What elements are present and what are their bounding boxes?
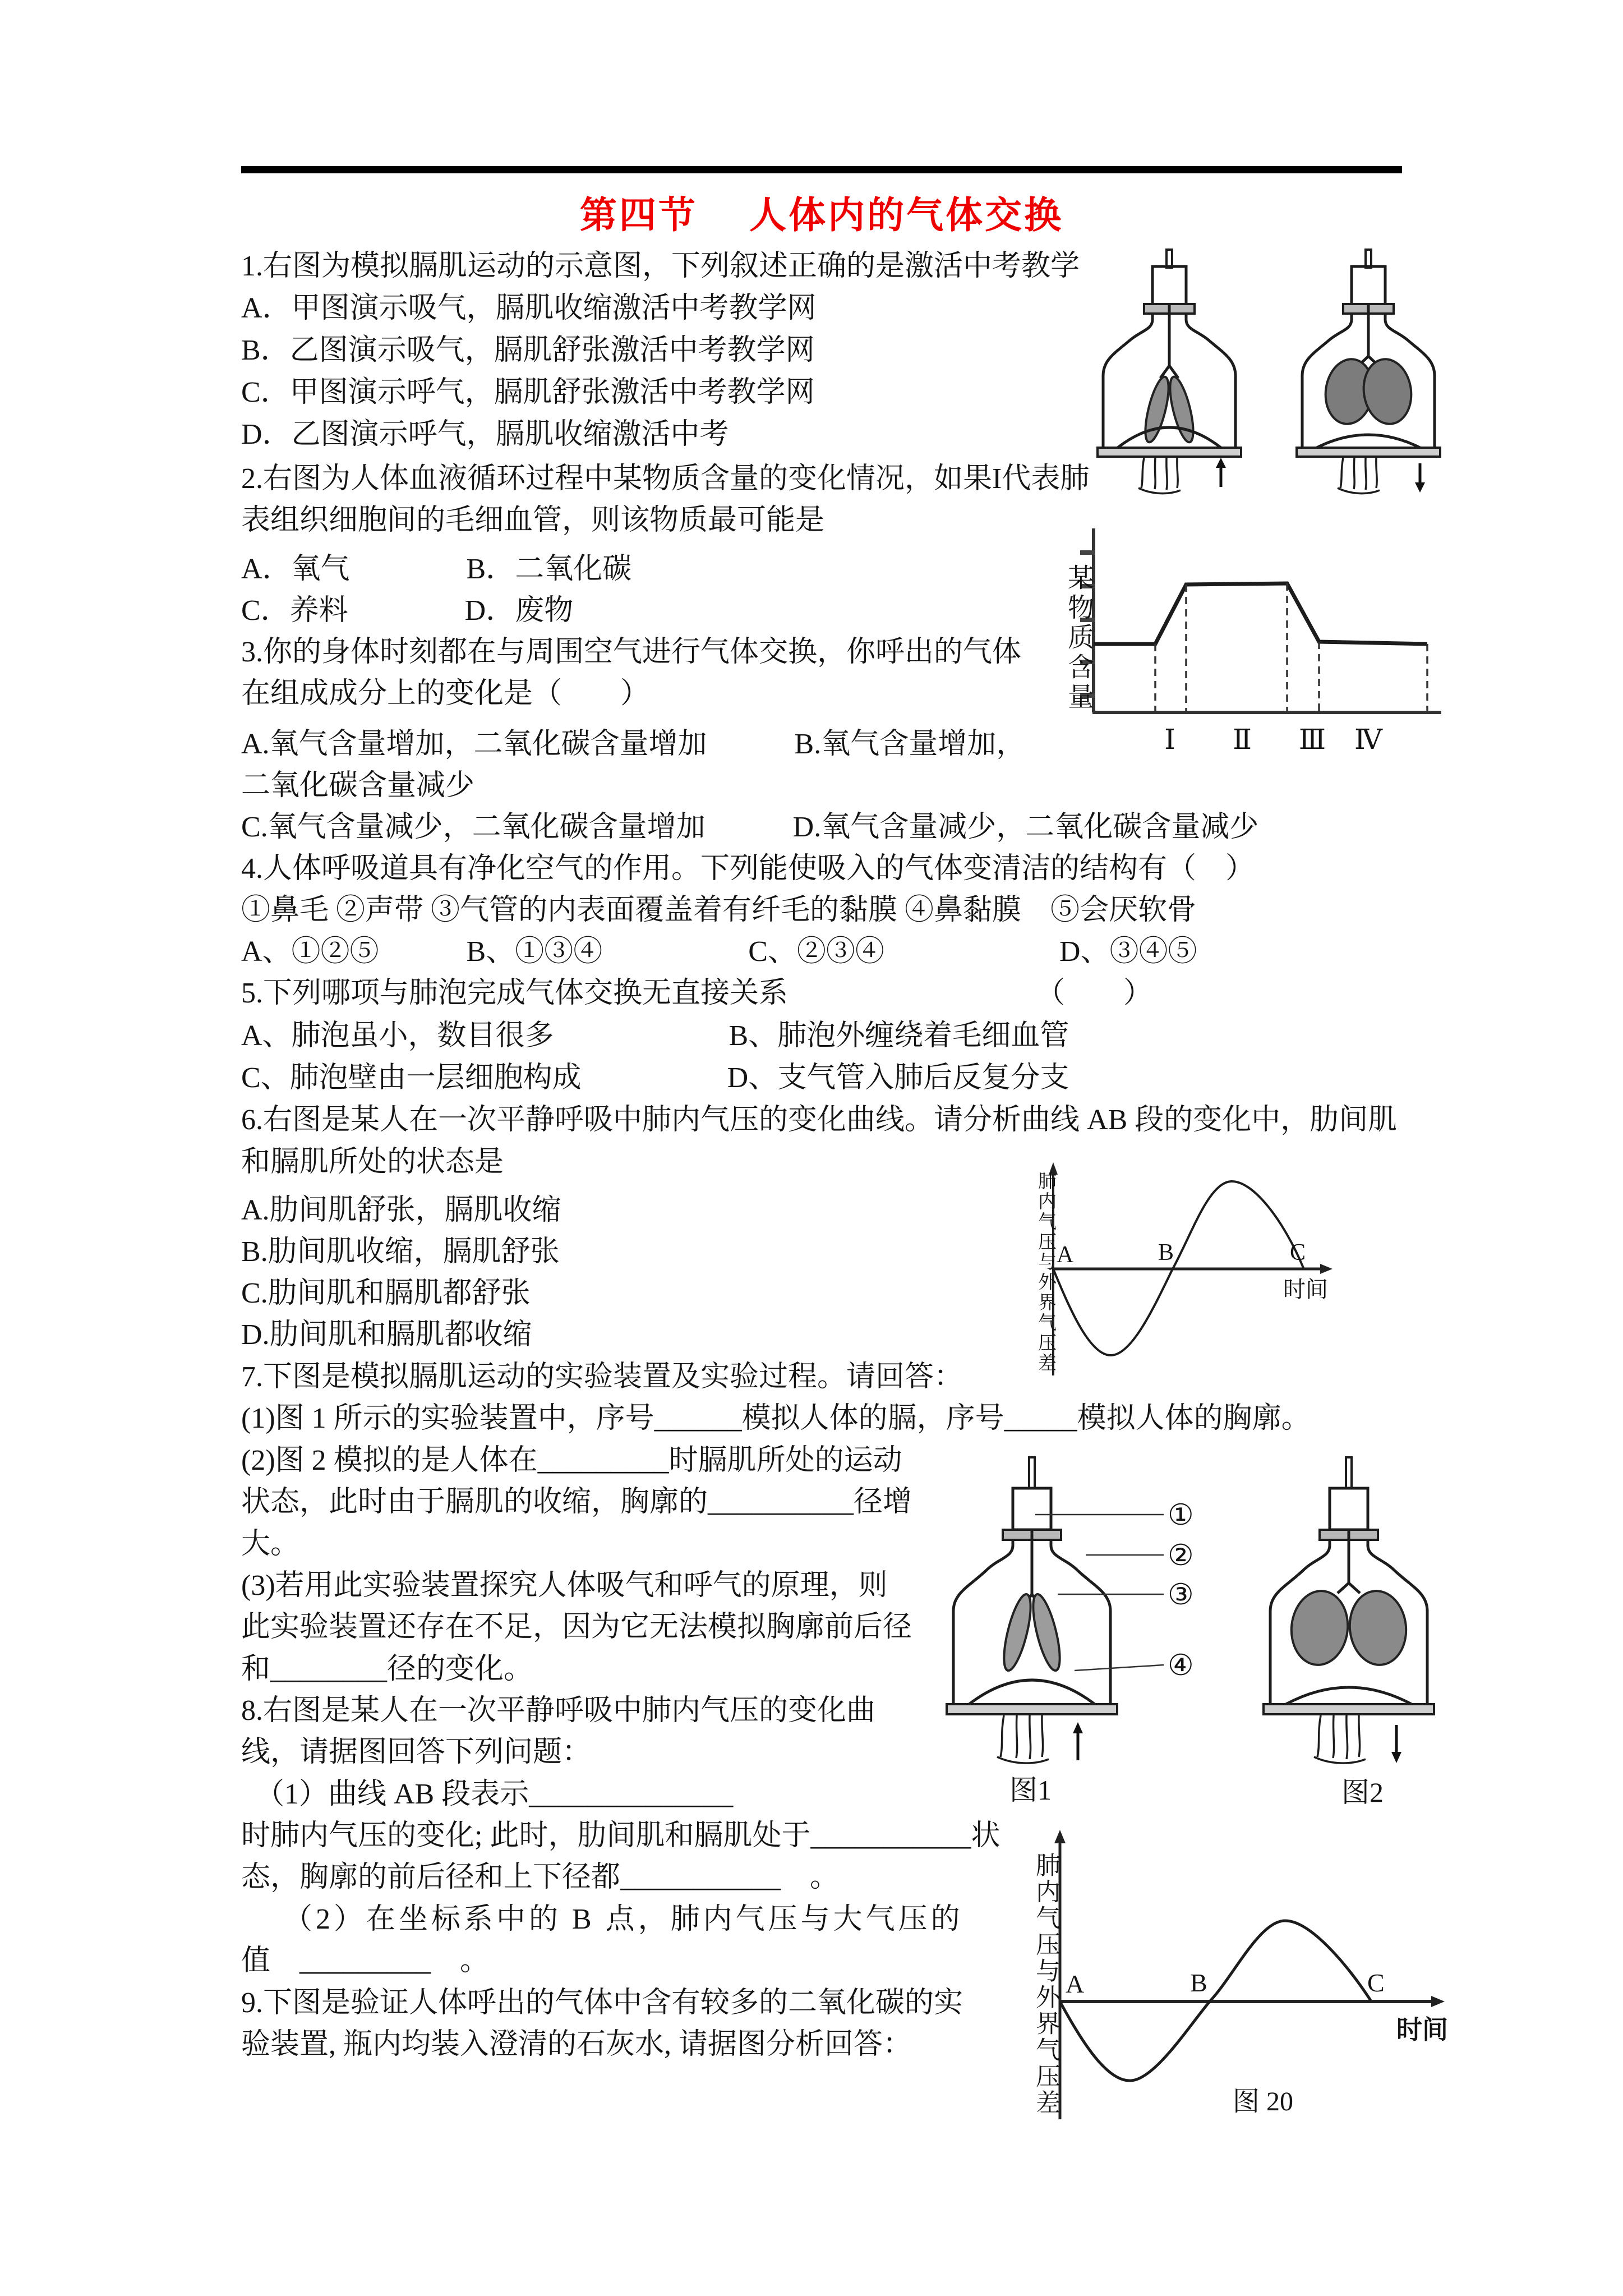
q6-option-a: A.肋间肌舒张，膈肌收缩 xyxy=(241,1194,561,1226)
q6-option-d: D.肋间肌和膈肌都收缩 xyxy=(241,1319,532,1351)
section-label-4: Ⅳ xyxy=(1354,724,1382,755)
callout-4-icon: ④ xyxy=(1168,1650,1194,1682)
point-a-label: A xyxy=(1066,1970,1085,1998)
x-axis-label: 时间 xyxy=(1396,2016,1448,2044)
balloon-lung-inflated xyxy=(1359,356,1415,427)
fig1-bell-jar xyxy=(947,1457,1117,1763)
balloon-lung-inflated xyxy=(1346,1588,1409,1668)
q8-sub1-line2: 时肺内气压的变化; 此时，肋间肌和膈肌处于___________状 xyxy=(241,1820,1000,1852)
q3-option-b-cont: 二氧化碳含量减少 xyxy=(241,770,475,802)
q5-stem: 5.下列哪项与肺泡完成气体交换无直接关系 （ ） xyxy=(241,977,1153,1009)
q6-option-c: C.肋间肌和膈肌都舒张 xyxy=(241,1277,531,1309)
q7-blank2-line2: 状态，此时由于膈肌的收缩，胸廓的__________径增 xyxy=(241,1486,912,1518)
callout-2-icon: ② xyxy=(1168,1540,1194,1572)
q2-stem-line1: 2.右图为人体血液循环过程中某物质含量的变化情况，如果I代表肺 xyxy=(241,463,1090,495)
y-axis-arrow-icon xyxy=(1054,1830,1066,1843)
q7-blank3-line3: 和________径的变化。 xyxy=(241,1653,533,1685)
q6-graph-ylabel: 肺内气压与外界气压差 xyxy=(1035,1171,1055,1373)
stopper xyxy=(1152,266,1186,305)
fig2-caption: 图2 xyxy=(1341,1777,1384,1808)
q7-blank3-line1: (3)若用此实验装置探究人体吸气和呼气的原理，则 xyxy=(241,1570,888,1602)
q4-items: ①鼻毛 ②声带 ③气管的内表面覆盖着有纤毛的黏膜 ④鼻黏膜 ⑤会厌软骨 xyxy=(241,894,1197,926)
q6-option-b: B.肋间肌收缩，膈肌舒张 xyxy=(241,1236,560,1268)
hand xyxy=(997,1715,1049,1763)
point-c-label: C xyxy=(1367,1968,1385,1997)
stopper xyxy=(1352,266,1385,305)
q6-stem-line1: 6.右图是某人在一次平静呼吸中肺内气压的变化曲线。请分析曲线 AB 段的变化中，肋间肌 xyxy=(241,1104,1398,1136)
x-axis-arrow-icon xyxy=(1431,1996,1445,2007)
rubber-membrane xyxy=(969,1680,1095,1704)
base-plate xyxy=(1098,448,1241,457)
fig2-bell-jar xyxy=(1264,1457,1434,1763)
bell-jar-jia xyxy=(1098,250,1241,494)
q7-blank2-line3: 大。 xyxy=(241,1528,300,1560)
base-plate xyxy=(1297,448,1440,457)
q8-graph-ylabel: 肺内气压与外界气压差 xyxy=(1032,1852,1059,2116)
rubber-membrane xyxy=(1118,427,1221,448)
point-b-label: B xyxy=(1158,1240,1174,1266)
point-a-label: A xyxy=(1057,1242,1074,1268)
q1-stem: 1.右图为模拟膈肌运动的示意图，下列叙述正确的是激活中考教学 xyxy=(241,250,1080,282)
q5-options-cd: C、肺泡壁由一层细胞构成 D、支气管入肺后反复分支 xyxy=(241,1062,1069,1094)
x-axis-arrow-icon xyxy=(1320,1264,1332,1274)
section-label-1: Ⅰ xyxy=(1164,724,1175,755)
section-label-2: Ⅱ xyxy=(1233,724,1252,755)
q3-stem-line1: 3.你的身体时刻都在与周围空气进行气体交换，你呼出的气体 xyxy=(241,636,1022,668)
q1-option-b: B．乙图演示吸气，膈肌舒张激活中考教学网 xyxy=(241,334,815,366)
section-label-3: Ⅲ xyxy=(1298,724,1326,755)
fig1-caption: 图1 xyxy=(1009,1774,1052,1806)
q8-pressure-graph xyxy=(1004,1823,1509,2126)
q6-pressure-graph xyxy=(1032,1156,1346,1380)
balloon-lung-deflated xyxy=(1028,1592,1066,1673)
q1-diaphragm-model-figure xyxy=(1088,241,1458,494)
point-c-label: C xyxy=(1290,1240,1306,1266)
header-rule xyxy=(241,166,1402,173)
q8-sub2-line1: （2）在坐标系中的 B 点，肺内气压与大气压的 xyxy=(283,1903,963,1935)
q7-stem: 7.下图是模拟膈肌运动的实验装置及实验过程。请回答： xyxy=(241,1361,963,1393)
page-title: 第四节 人体内的气体交换 xyxy=(579,194,1064,236)
q2-options-cd: C．养料 D．废物 xyxy=(241,595,574,627)
q2-graph-ylabel: 某物质含量 xyxy=(1064,564,1093,712)
down-arrow-icon xyxy=(1415,463,1425,493)
q7-blank1: (1)图 1 所示的实验装置中，序号______模拟人体的膈，序号_____模拟人体的胸廓。 xyxy=(241,1402,1311,1434)
callout-3-icon: ③ xyxy=(1168,1579,1194,1611)
q7-blank3-line2: 此实验装置还存在不足，因为它无法模拟胸廓前后径 xyxy=(241,1611,912,1643)
base-plate xyxy=(947,1704,1117,1714)
content-curve xyxy=(1094,583,1427,644)
q7-apparatus-figure xyxy=(925,1447,1492,1818)
q8-sub1-line1: （1）曲线 AB 段表示______________ xyxy=(255,1778,734,1810)
stopper xyxy=(1330,1488,1368,1530)
rubber-membrane xyxy=(1286,1687,1412,1704)
q9-stem-line2: 验装置, 瓶内均装入澄清的石灰水, 请据图分析回答： xyxy=(241,2028,912,2060)
bell-jar-yi xyxy=(1297,250,1440,494)
stopper xyxy=(1013,1488,1051,1530)
fig20-caption: 图 20 xyxy=(1233,2087,1294,2116)
q8-sub1-line3: 态，胸廓的前后径和上下径都___________ 。 xyxy=(241,1861,840,1893)
balloon-lung-inflated xyxy=(1288,1588,1351,1668)
base-plate xyxy=(1264,1704,1434,1714)
point-b-label: B xyxy=(1190,1968,1207,1997)
q8-sub2-line2: 值 _________ 。 xyxy=(241,1945,490,1977)
q4-options: A、①②⑤ B、①③④ C、②③④ D、③④⑤ xyxy=(241,936,1197,968)
q2-substance-graph xyxy=(1049,522,1453,785)
section-dashed-lines xyxy=(1155,583,1427,712)
hand xyxy=(1138,458,1181,494)
hand xyxy=(1338,458,1380,494)
balloon-lung-deflated xyxy=(1165,375,1198,444)
q3-options-cd: C.氧气含量减少，二氧化碳含量增加 D.氧气含量减少，二氧化碳含量减少 xyxy=(241,811,1259,843)
q9-stem-line1: 9.下图是验证人体呼出的气体中含有较多的二氧化碳的实 xyxy=(241,1987,963,2019)
q6-stem-line2: 和膈肌所处的状态是 xyxy=(241,1146,504,1178)
q3-stem-line2: 在组成成分上的变化是（ ） xyxy=(241,678,650,710)
down-arrow-icon xyxy=(1391,1725,1401,1763)
q1-option-a: A．甲图演示吸气，膈肌收缩激活中考教学网 xyxy=(241,292,817,324)
q7-blank2-line1: (2)图 2 模拟的是人体在_________时膈肌所处的运动 xyxy=(241,1444,902,1476)
q8-stem-line2: 线，请据图回答下列问题： xyxy=(241,1736,592,1768)
hand xyxy=(1314,1715,1366,1763)
q1-option-c: C．甲图演示呼气，膈肌舒张激活中考教学网 xyxy=(241,376,815,408)
x-axis-label: 时间 xyxy=(1283,1277,1328,1302)
q5-options-ab: A、肺泡虽小，数目很多 B、肺泡外缠绕着毛细血管 xyxy=(241,1020,1069,1052)
q2-options-ab: A．氧气 B．二氧化碳 xyxy=(241,553,632,585)
q4-stem: 4.人体呼吸道具有净化空气的作用。下列能使吸入的气体变清洁的结构有（ ） xyxy=(241,853,1255,885)
rubber-membrane xyxy=(1317,435,1420,448)
up-arrow-icon xyxy=(1216,458,1226,487)
up-arrow-icon xyxy=(1073,1722,1083,1760)
q1-option-d: D．乙图演示呼气，膈肌收缩激活中考 xyxy=(241,418,729,450)
balloon-lung-deflated xyxy=(1141,375,1173,444)
balloon-lung-deflated xyxy=(999,1592,1036,1673)
callout-1-icon: ① xyxy=(1168,1499,1194,1531)
q8-stem-line1: 8.右图是某人在一次平静呼吸中肺内气压的变化曲 xyxy=(241,1695,876,1727)
q3-options-ab: A.氧气含量增加，二氧化碳含量增加 B.氧气含量增加， xyxy=(241,728,1026,760)
q2-stem-line2: 表组织细胞间的毛细血管，则该物质最可能是 xyxy=(241,504,825,536)
